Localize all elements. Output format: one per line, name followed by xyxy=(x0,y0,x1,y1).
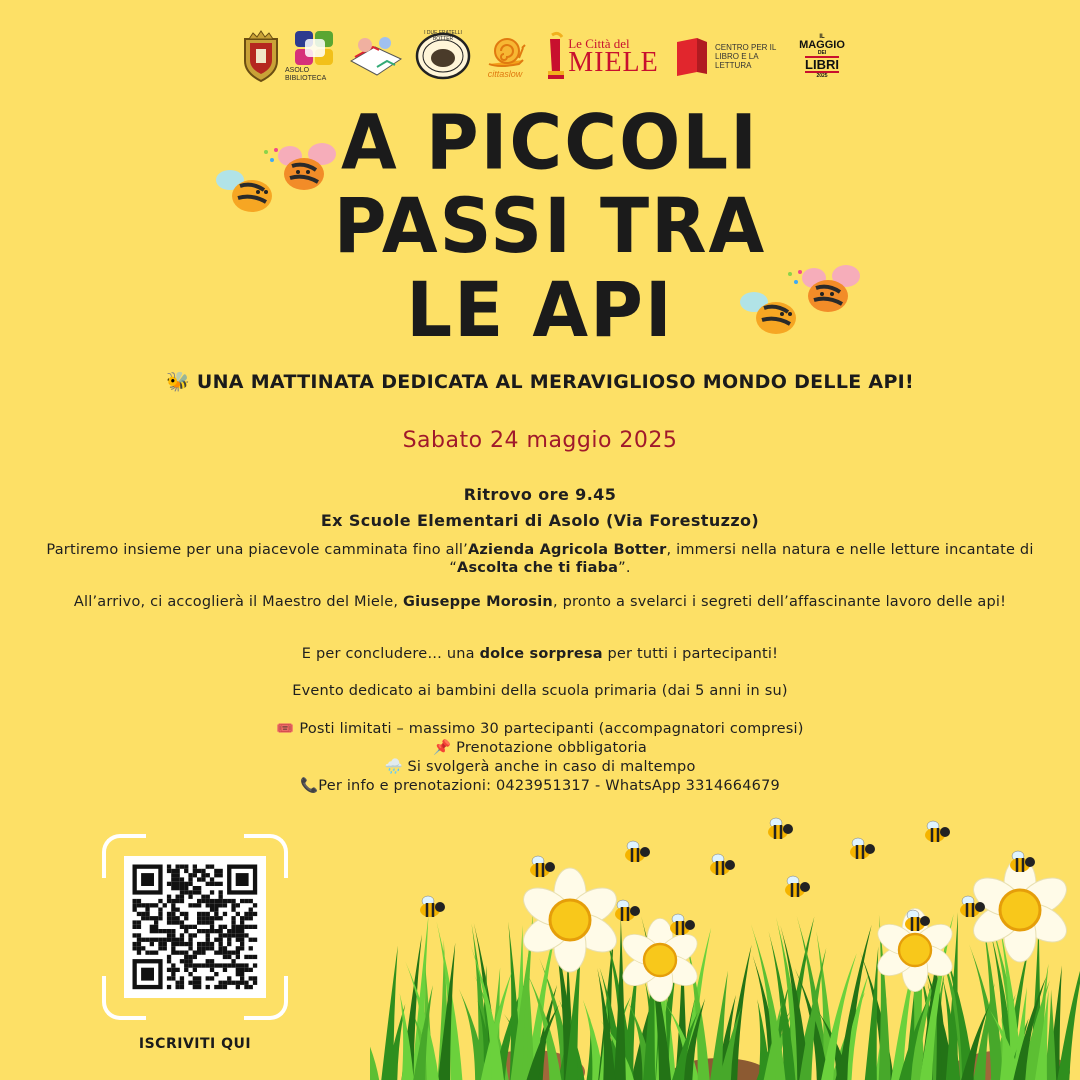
citta-del-miele-logo xyxy=(540,28,665,84)
flowers-grass-bees-illustration xyxy=(370,810,1080,1080)
bees-illustration-top-left xyxy=(210,140,350,224)
centro-logo-text: CENTRO PER IL LIBRO E LA LETTURA xyxy=(715,42,777,70)
fratelli-logo-text: I DUE FRATELLI BOTTER xyxy=(424,30,462,42)
p2-text-c: , pronto a svelarci i segreti dell’affascinante lavoro delle api! xyxy=(552,594,1007,610)
asolo-logo-text: ASOLO BIBLIOTECA xyxy=(285,67,327,82)
title-line-3: LE API xyxy=(406,265,674,355)
paragraph-honey-master xyxy=(40,593,1040,611)
meeting-info xyxy=(0,482,1080,534)
p1-reading-name: Ascolta che ti fiaba xyxy=(457,560,619,576)
paragraph-surprise xyxy=(40,645,1040,663)
maggio-logo-maggio: MAGGIO xyxy=(799,38,845,51)
maggio-logo-il: IL xyxy=(819,33,825,40)
info-limited-places: 🎟️ Posti limitati – massimo 30 partecipanti (accompagnatori compresi) xyxy=(276,721,804,737)
fratelli-botter-logo xyxy=(413,28,473,84)
paragraph-walk xyxy=(40,541,1040,577)
event-title xyxy=(333,97,770,355)
meeting-place: Ex Scuole Elementari di Asolo (Via Forestuzzo) xyxy=(320,511,760,530)
p1-text-a: Partiremo insieme per una piacevole camminata fino all’ xyxy=(46,542,468,558)
p3-text-a: E per concludere… una xyxy=(301,646,480,662)
p1-farm-name: Azienda Agricola Botter xyxy=(467,542,667,558)
title-line-1: A PICCOLI xyxy=(341,97,759,187)
qr-code[interactable] xyxy=(124,856,266,998)
p1-text-c: , immersi nella natura e nelle letture incantate di “ xyxy=(449,542,1034,576)
qr-label: ISCRIVITI QUI xyxy=(138,1036,252,1052)
info-bad-weather: 🌧️ Si svolgerà anche in caso di maltempo xyxy=(384,759,696,775)
p3-text-c: per tutti i partecipanti! xyxy=(602,646,779,662)
event-subtitle: 🐝 UNA MATTINATA DEDICATA AL MERAVIGLIOSO MONDO DELLE API! xyxy=(165,371,914,393)
partner-logos xyxy=(0,28,1080,84)
miele-logo-top: Le Città del xyxy=(568,35,630,51)
asolo-crest-logo xyxy=(236,28,286,84)
info-contacts: 📞Per info e prenotazioni: 0423951317 - WhatsApp 3314664679 xyxy=(300,778,780,794)
title-line-2: PASSI TRA xyxy=(333,181,767,271)
meeting-time: Ritrovo ore 9.45 xyxy=(463,485,617,504)
books-illustration-logo xyxy=(345,28,407,84)
miele-logo-main: MIELE xyxy=(568,46,659,78)
info-booking-required: 📌 Prenotazione obbligatoria xyxy=(433,740,647,756)
maggio-logo-year: 2025 xyxy=(816,72,828,79)
maggio-logo-dei: DEI xyxy=(817,49,827,56)
asolo-biblioteca-logo xyxy=(285,28,345,84)
paragraph-audience: Evento dedicato ai bambini della scuola primaria (dai 5 anni in su) xyxy=(292,683,788,699)
event-date: Sabato 24 maggio 2025 xyxy=(402,428,678,453)
p2-master-name: Giuseppe Morosin xyxy=(403,594,553,610)
p3-surprise: dolce sorpresa xyxy=(479,646,603,662)
cittaslow-logo xyxy=(479,28,531,84)
p2-text-a: All’arrivo, ci accoglierà il Maestro del Miele, xyxy=(73,594,404,610)
p1-text-e: ”. xyxy=(618,560,631,576)
practical-info xyxy=(40,720,1040,796)
maggio-dei-libri-logo xyxy=(792,28,852,84)
centro-libro-lettura-logo xyxy=(672,28,782,84)
qr-code-frame[interactable] xyxy=(102,834,288,1020)
cittaslow-logo-text: cittaslow xyxy=(487,69,523,79)
maggio-logo-libri: LIBRI xyxy=(805,56,839,72)
